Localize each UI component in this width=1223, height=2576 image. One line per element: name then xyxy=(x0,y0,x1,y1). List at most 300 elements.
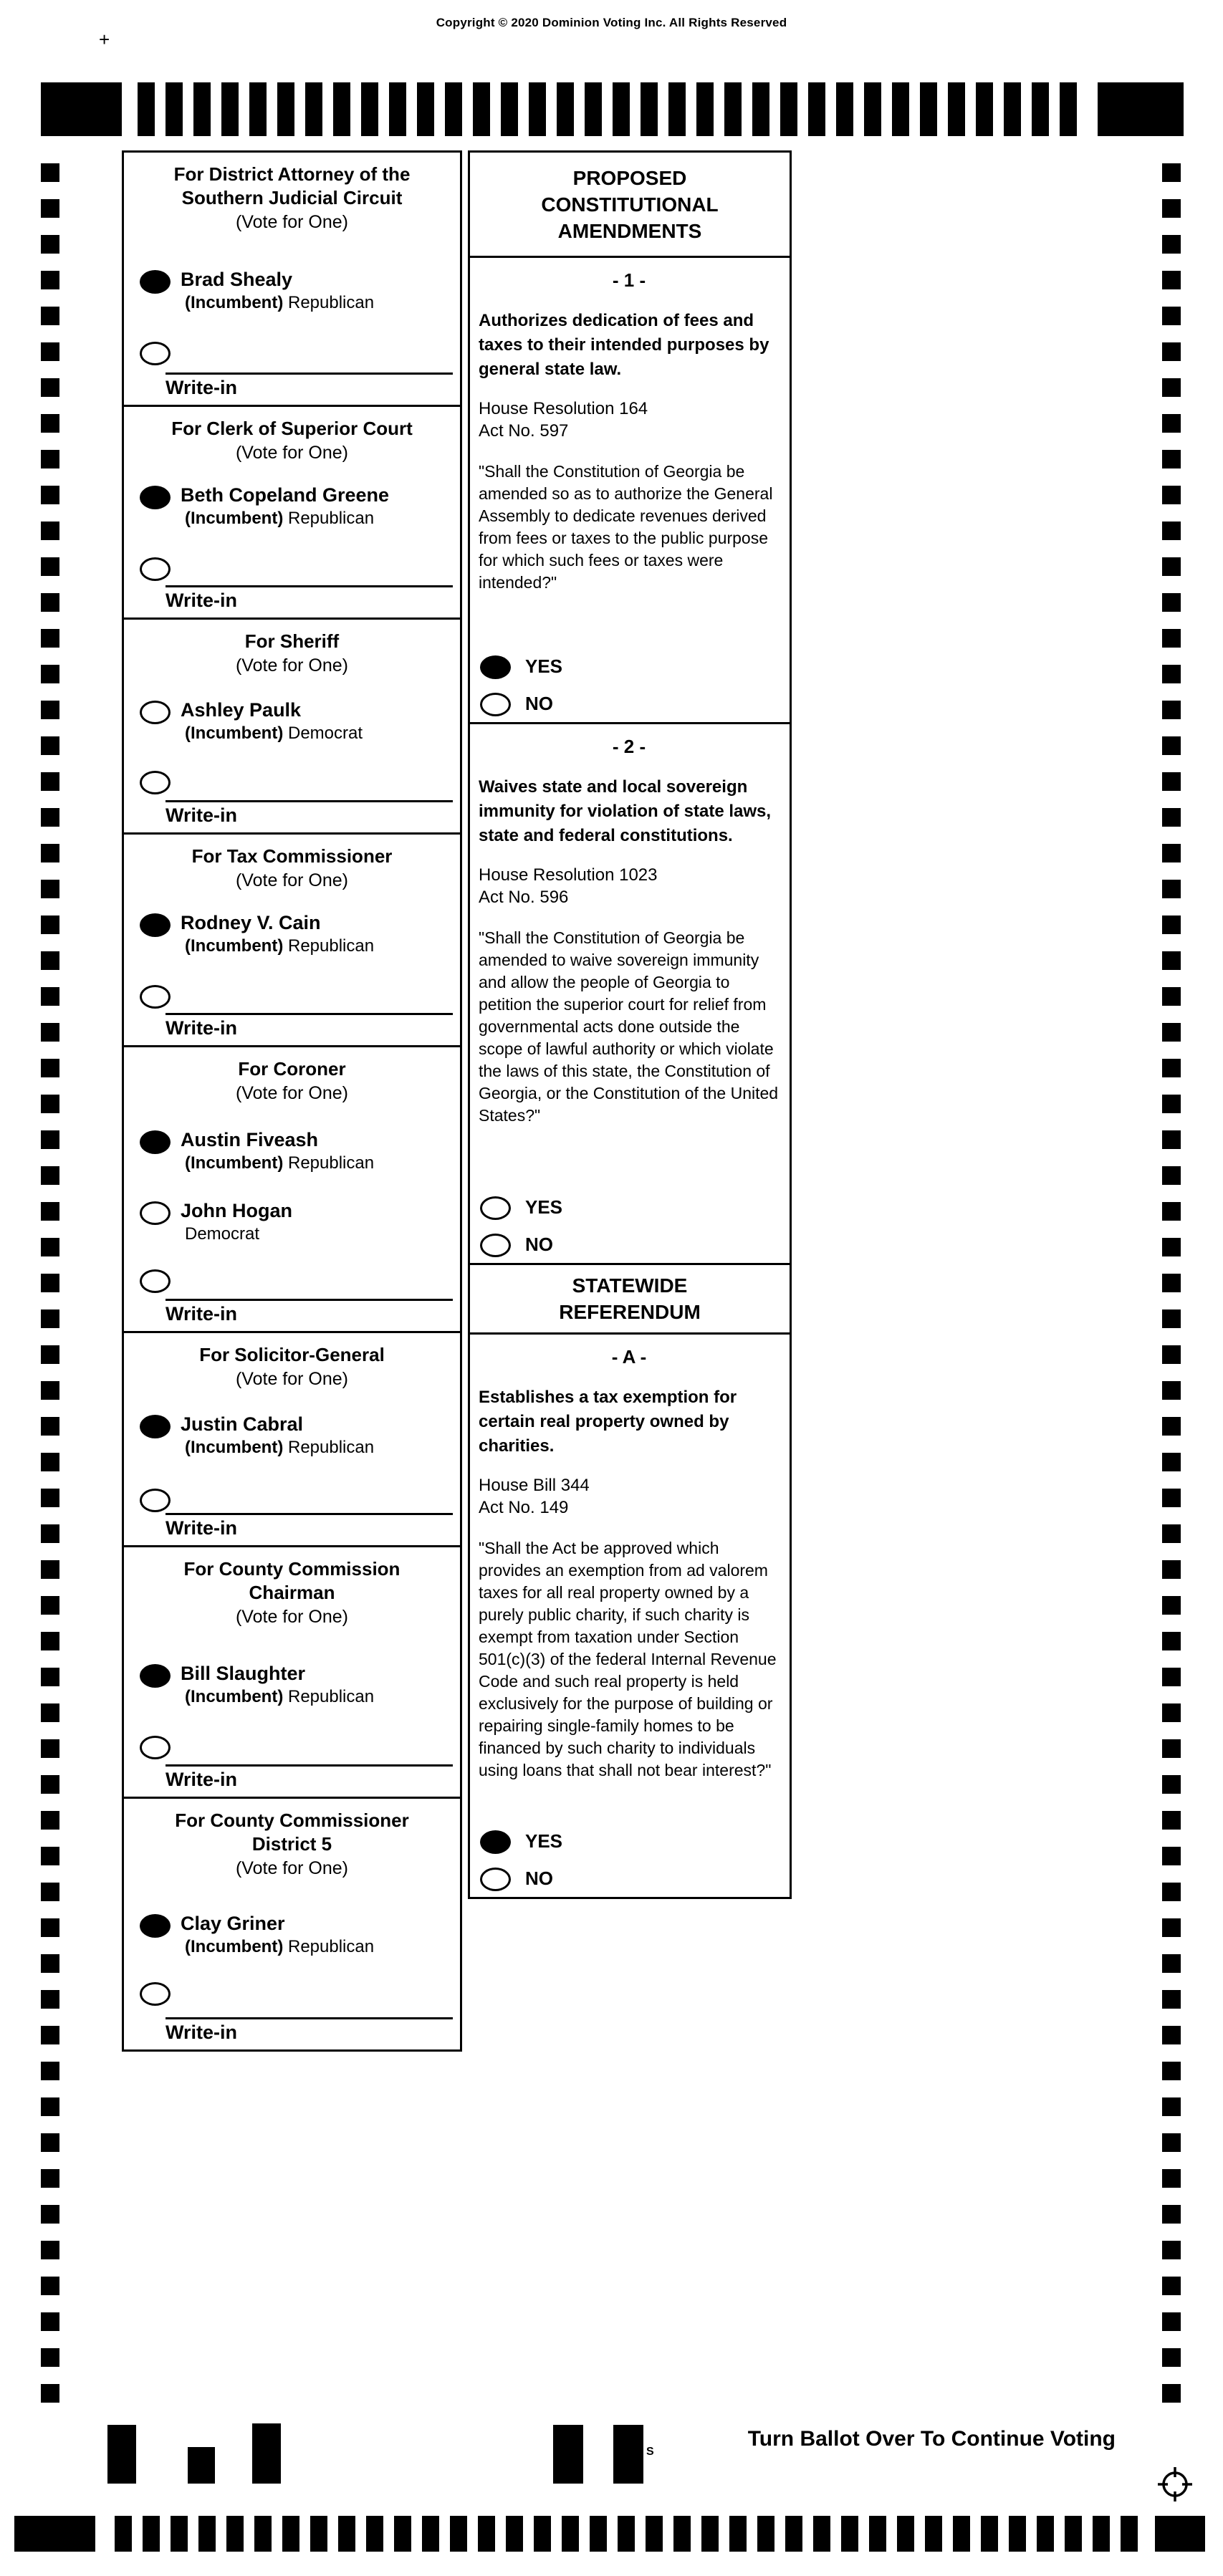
timing-mark-right xyxy=(1162,1274,1181,1292)
measure-summary: Authorizes dedication of fees and taxes to their intended purposes by general state law. xyxy=(479,311,769,379)
timing-mark-right xyxy=(1162,915,1181,934)
contest-title xyxy=(124,835,460,868)
write-in-oval[interactable] xyxy=(140,557,171,581)
candidate-info xyxy=(181,1199,292,1245)
measure-choices xyxy=(480,653,562,716)
timing-mark-right xyxy=(1162,1345,1181,1364)
timing-mark-right xyxy=(1162,1918,1181,1937)
vote-for-instruction: (Vote for One) xyxy=(235,1858,349,1878)
ballot-oval-filled[interactable] xyxy=(140,270,171,294)
contest-title-line: Chairman xyxy=(249,1582,335,1603)
timing-mark-left xyxy=(41,1918,59,1937)
timing-mark-top xyxy=(613,82,630,136)
contest-district-attorney-of-the-southern-judicial-circuit xyxy=(124,153,460,407)
timing-mark-left xyxy=(41,163,59,182)
timing-mark-right xyxy=(1162,1632,1181,1650)
timing-mark-left xyxy=(41,1524,59,1543)
timing-mark-top xyxy=(417,82,434,136)
ballot-oval-filled[interactable] xyxy=(140,1130,171,1154)
timing-mark-left xyxy=(41,772,59,791)
timing-mark-right xyxy=(1162,522,1181,540)
timing-mark-right xyxy=(1162,1023,1181,1042)
timing-mark-top xyxy=(724,82,742,136)
timing-mark-right xyxy=(1162,2277,1181,2295)
timing-mark-right xyxy=(1162,2026,1181,2044)
contest-title-line: For County Commission xyxy=(183,1558,401,1580)
choice-row-no xyxy=(480,1231,562,1257)
candidate-row xyxy=(140,1912,453,1958)
candidate-row xyxy=(140,1662,453,1708)
write-in-area[interactable] xyxy=(166,1513,453,1541)
timing-mark-bottom xyxy=(981,2516,998,2552)
party-label: Republican xyxy=(288,509,375,528)
party-label: Republican xyxy=(288,1153,375,1173)
timing-mark-left xyxy=(41,271,59,289)
candidate-row xyxy=(140,1413,453,1458)
timing-mark-right xyxy=(1162,1524,1181,1543)
measures-column xyxy=(468,150,792,1899)
timing-mark-top xyxy=(1004,82,1021,136)
candidate-info xyxy=(181,1413,374,1458)
barcode-bar xyxy=(613,2425,643,2484)
timing-mark-bottom xyxy=(338,2516,355,2552)
timing-mark-left xyxy=(41,915,59,934)
turn-ballot-over-text: Turn Ballot Over To Continue Voting xyxy=(747,2427,1116,2451)
timing-mark-left xyxy=(41,307,59,325)
contest-title-line: For Coroner xyxy=(238,1058,346,1080)
timing-mark-left xyxy=(41,1668,59,1686)
measure-references xyxy=(479,1474,780,1519)
timing-mark-left xyxy=(41,2062,59,2080)
timing-mark-corner xyxy=(14,2516,95,2552)
timing-mark-left xyxy=(41,1309,59,1328)
candidate-party xyxy=(181,722,363,744)
timing-mark-right xyxy=(1162,307,1181,325)
contest-title xyxy=(124,1333,460,1367)
reference-line: House Resolution 1023 xyxy=(479,865,658,885)
measure-number: - A - xyxy=(611,1346,647,1368)
barcode-character: S xyxy=(646,2446,654,2458)
contest-title-line: For County Commissioner xyxy=(175,1810,409,1831)
contest-sheriff xyxy=(124,620,460,835)
timing-mark-bottom xyxy=(394,2516,411,2552)
timing-mark-right xyxy=(1162,486,1181,504)
choice-row-yes xyxy=(480,1194,562,1220)
timing-mark-right xyxy=(1162,2205,1181,2224)
timing-mark-top xyxy=(333,82,350,136)
write-in-area[interactable] xyxy=(166,1764,453,1792)
vote-for-instruction: (Vote for One) xyxy=(235,655,349,676)
timing-mark-left xyxy=(41,2026,59,2044)
contest-title xyxy=(124,407,460,441)
timing-mark-corner xyxy=(41,82,122,136)
column-header-text: PROPOSED CONSTITUTIONAL AMENDMENTS xyxy=(541,166,719,242)
timing-mark-right xyxy=(1162,378,1181,397)
choice-label: YES xyxy=(525,1196,563,1218)
measure-number: - 2 - xyxy=(612,736,646,757)
incumbent-label: (Incumbent) xyxy=(185,1687,284,1706)
timing-mark-right xyxy=(1162,1417,1181,1436)
timing-mark-corner xyxy=(1155,2516,1205,2552)
timing-mark-top xyxy=(305,82,322,136)
candidate-info xyxy=(181,698,363,744)
timing-mark-right xyxy=(1162,1811,1181,1830)
measure-2 xyxy=(470,724,790,1265)
measure-choices xyxy=(480,1828,562,1891)
timing-mark-top xyxy=(780,82,797,136)
timing-mark-top xyxy=(138,82,155,136)
candidate-name: Bill Slaughter xyxy=(181,1663,306,1684)
measure-references xyxy=(479,864,780,908)
timing-mark-right xyxy=(1162,1166,1181,1185)
choice-oval[interactable] xyxy=(480,1868,511,1891)
contest-title-line: Southern Judicial Circuit xyxy=(181,187,403,208)
party-label: Republican xyxy=(288,936,375,956)
timing-mark-right xyxy=(1162,271,1181,289)
timing-mark-left xyxy=(41,2277,59,2295)
timing-mark-top xyxy=(836,82,853,136)
write-in-oval-row xyxy=(140,983,453,1009)
write-in-area[interactable] xyxy=(166,1013,453,1041)
write-in-area[interactable] xyxy=(166,373,453,400)
ballot-oval[interactable] xyxy=(140,701,171,724)
candidate-name: Clay Griner xyxy=(181,1913,285,1934)
barcode-bar xyxy=(107,2425,136,2484)
timing-mark-left xyxy=(41,414,59,433)
incumbent-label: (Incumbent) xyxy=(185,724,284,743)
write-in-area[interactable] xyxy=(166,585,453,613)
write-in-oval-row xyxy=(140,1486,453,1512)
timing-mark-bottom xyxy=(897,2516,914,2552)
reference-line: House Resolution 164 xyxy=(479,399,648,418)
timing-mark-bottom xyxy=(841,2516,858,2552)
timing-mark-bottom xyxy=(478,2516,495,2552)
contest-title-line: District 5 xyxy=(251,1833,332,1855)
timing-mark-bottom xyxy=(1009,2516,1026,2552)
timing-mark-right xyxy=(1162,951,1181,970)
timing-mark-right xyxy=(1162,1059,1181,1077)
contests-column xyxy=(122,150,462,2052)
timing-mark-bottom xyxy=(198,2516,216,2552)
timing-mark-left xyxy=(41,1811,59,1830)
choice-oval[interactable] xyxy=(480,1196,511,1220)
ballot-oval-filled[interactable] xyxy=(140,913,171,937)
timing-mark-right xyxy=(1162,1668,1181,1686)
candidate-party xyxy=(181,1936,374,1958)
candidate-row xyxy=(140,698,453,744)
candidate-info xyxy=(181,1912,374,1958)
timing-mark-left xyxy=(41,1954,59,1973)
timing-mark-left xyxy=(41,1345,59,1364)
timing-mark-right xyxy=(1162,1095,1181,1113)
timing-mark-right xyxy=(1162,1596,1181,1615)
contest-title-line: For District Attorney of the xyxy=(173,163,411,185)
timing-mark-left xyxy=(41,593,59,612)
timing-mark-bottom xyxy=(701,2516,719,2552)
timing-mark-right xyxy=(1162,2133,1181,2152)
timing-mark-right xyxy=(1162,2384,1181,2403)
timing-mark-bottom xyxy=(813,2516,830,2552)
timing-mark-right xyxy=(1162,593,1181,612)
timing-mark-left xyxy=(41,342,59,361)
timing-mark-right xyxy=(1162,163,1181,182)
contest-title xyxy=(124,1799,460,1856)
timing-mark-top xyxy=(668,82,686,136)
candidate-info xyxy=(181,484,389,529)
timing-mark-right xyxy=(1162,2312,1181,2331)
timing-mark-top xyxy=(696,82,714,136)
timing-mark-bottom xyxy=(310,2516,327,2552)
write-in-area[interactable] xyxy=(166,2017,453,2045)
write-in-oval[interactable] xyxy=(140,342,171,365)
timing-mark-top xyxy=(277,82,294,136)
timing-mark-left xyxy=(41,1059,59,1077)
ballot-oval-filled[interactable] xyxy=(140,1914,171,1938)
timing-mark-left xyxy=(41,2133,59,2152)
timing-mark-right xyxy=(1162,1130,1181,1149)
timing-mark-right xyxy=(1162,1560,1181,1579)
measure-number: - 1 - xyxy=(612,269,646,291)
candidate-party xyxy=(181,292,374,314)
timing-mark-bottom xyxy=(226,2516,244,2552)
choice-oval[interactable] xyxy=(480,693,511,716)
vote-for-instruction: (Vote for One) xyxy=(235,212,349,232)
write-in-label: Write-in xyxy=(166,1769,237,1790)
timing-mark-right xyxy=(1162,235,1181,254)
timing-mark-top xyxy=(445,82,462,136)
timing-mark-top xyxy=(249,82,267,136)
write-in-oval-row xyxy=(140,1734,453,1759)
timing-mark-bottom xyxy=(534,2516,551,2552)
barcode-bar xyxy=(553,2425,583,2484)
timing-mark-top xyxy=(808,82,825,136)
timing-mark-left xyxy=(41,1739,59,1758)
timing-mark-bottom xyxy=(673,2516,691,2552)
timing-mark-left xyxy=(41,2205,59,2224)
timing-mark-left xyxy=(41,1023,59,1042)
timing-mark-bottom xyxy=(785,2516,802,2552)
timing-mark-right xyxy=(1162,199,1181,218)
incumbent-label: (Incumbent) xyxy=(185,509,284,528)
timing-mark-right xyxy=(1162,629,1181,648)
timing-mark-top xyxy=(920,82,937,136)
timing-mark-top xyxy=(501,82,518,136)
choice-label: YES xyxy=(525,1830,563,1852)
choice-label: NO xyxy=(525,692,553,714)
timing-mark-right xyxy=(1162,2169,1181,2188)
timing-mark-left xyxy=(41,199,59,218)
timing-mark-left xyxy=(41,1883,59,1901)
contest-title xyxy=(124,153,460,210)
timing-mark-bottom xyxy=(1065,2516,1082,2552)
timing-mark-bottom xyxy=(506,2516,523,2552)
timing-mark-left xyxy=(41,2169,59,2188)
candidate-party xyxy=(181,1436,374,1458)
timing-mark-left xyxy=(41,1596,59,1615)
write-in-oval[interactable] xyxy=(140,1982,171,2006)
choice-oval[interactable] xyxy=(480,1234,511,1257)
contest-title-line: For Solicitor-General xyxy=(199,1344,385,1365)
timing-mark-top xyxy=(864,82,881,136)
write-in-label: Write-in xyxy=(166,377,237,398)
timing-mark-left xyxy=(41,701,59,719)
candidate-party xyxy=(181,935,374,957)
write-in-area[interactable] xyxy=(166,1299,453,1327)
timing-mark-right xyxy=(1162,665,1181,683)
timing-mark-top xyxy=(1060,82,1077,136)
timing-mark-right xyxy=(1162,808,1181,827)
choice-row-yes xyxy=(480,653,562,679)
timing-mark-bottom xyxy=(422,2516,439,2552)
timing-mark-top xyxy=(361,82,378,136)
timing-mark-left xyxy=(41,1166,59,1185)
choice-oval-filled[interactable] xyxy=(480,655,511,679)
timing-mark-bottom xyxy=(1093,2516,1110,2552)
timing-mark-bottom xyxy=(618,2516,635,2552)
column-header-statewide-referendum xyxy=(470,1265,790,1335)
timing-mark-left xyxy=(41,378,59,397)
candidate-info xyxy=(181,1662,374,1708)
candidate-name: John Hogan xyxy=(181,1200,292,1221)
contest-title-line: For Clerk of Superior Court xyxy=(171,418,413,439)
timing-mark-left xyxy=(41,1130,59,1149)
timing-mark-bottom xyxy=(757,2516,774,2552)
timing-mark-right xyxy=(1162,1309,1181,1328)
timing-mark-right xyxy=(1162,1739,1181,1758)
contest-title xyxy=(124,1547,460,1605)
party-label: Republican xyxy=(288,1687,375,1706)
timing-mark-top xyxy=(948,82,965,136)
timing-mark-right xyxy=(1162,1775,1181,1794)
timing-mark-left xyxy=(41,736,59,755)
party-label: Democrat xyxy=(288,724,363,743)
write-in-area[interactable] xyxy=(166,800,453,828)
contest-coroner xyxy=(124,1047,460,1333)
candidate-name: Brad Shealy xyxy=(181,269,293,290)
write-in-oval[interactable] xyxy=(140,1736,171,1759)
write-in-oval-row xyxy=(140,1267,453,1293)
write-in-label: Write-in xyxy=(166,1017,237,1039)
timing-mark-right xyxy=(1162,2241,1181,2259)
write-in-oval[interactable] xyxy=(140,771,171,794)
timing-mark-right xyxy=(1162,2097,1181,2116)
reference-line: Act No. 597 xyxy=(479,421,569,441)
write-in-label: Write-in xyxy=(166,2022,237,2043)
party-label: Republican xyxy=(288,1937,375,1956)
measure-choices xyxy=(480,1194,562,1257)
vote-for-instruction: (Vote for One) xyxy=(235,1607,349,1627)
timing-mark-left xyxy=(41,1703,59,1722)
write-in-oval-row xyxy=(140,769,453,794)
timing-mark-left xyxy=(41,1381,59,1400)
timing-mark-left xyxy=(41,2097,59,2116)
timing-mark-bottom xyxy=(646,2516,663,2552)
timing-mark-right xyxy=(1162,987,1181,1006)
candidate-row xyxy=(140,268,453,314)
candidate-party xyxy=(181,1686,374,1708)
timing-mark-right xyxy=(1162,1703,1181,1722)
timing-mark-left xyxy=(41,2312,59,2331)
timing-mark-bottom xyxy=(366,2516,383,2552)
timing-mark-left xyxy=(41,1775,59,1794)
barcode-bar xyxy=(188,2447,215,2484)
timing-mark-bottom xyxy=(1121,2516,1138,2552)
write-in-oval[interactable] xyxy=(140,1269,171,1293)
timing-mark-bottom xyxy=(562,2516,579,2552)
timing-mark-right xyxy=(1162,880,1181,898)
timing-mark-left xyxy=(41,2384,59,2403)
candidate-info xyxy=(181,911,374,957)
barcode-bar xyxy=(252,2423,281,2484)
measure-question: "Shall the Constitution of Georgia be amended so as to authorize the General Assembly to dedicate revenues derived from fees or taxes to the public purpose for which such fees or taxes were intended?" xyxy=(479,462,773,592)
timing-mark-left xyxy=(41,844,59,862)
timing-mark-right xyxy=(1162,1954,1181,1973)
copyright-text: Copyright © 2020 Dominion Voting Inc. All Rights Reserved xyxy=(436,16,787,29)
choice-row-no xyxy=(480,1865,562,1891)
registration-crosshair-icon xyxy=(1155,2464,1195,2508)
timing-mark-left xyxy=(41,2348,59,2367)
write-in-oval[interactable] xyxy=(140,985,171,1009)
timing-mark-bottom xyxy=(171,2516,188,2552)
choice-label: YES xyxy=(525,655,563,677)
timing-mark-left xyxy=(41,629,59,648)
candidate-row xyxy=(140,484,453,529)
timing-mark-bottom xyxy=(1037,2516,1054,2552)
column-header-proposed-constitutional-amendments xyxy=(470,153,790,258)
choice-oval-filled[interactable] xyxy=(480,1830,511,1854)
measure-summary: Establishes a tax exemption for certain real property owned by charities. xyxy=(479,1388,737,1456)
incumbent-label: (Incumbent) xyxy=(185,293,284,312)
timing-mark-top xyxy=(1032,82,1049,136)
candidate-name: Rodney V. Cain xyxy=(181,912,321,933)
measure-references xyxy=(479,398,780,442)
contest-county-commissioner-district-5 xyxy=(124,1799,460,2049)
timing-mark-left xyxy=(41,987,59,1006)
contest-title-line: For Sheriff xyxy=(244,630,340,652)
choice-label: NO xyxy=(525,1867,553,1889)
measure-question: "Shall the Constitution of Georgia be amended to waive sovereign immunity and allow the people of Georgia to petition the superior court for relief from governmental acts done outside the scope of lawful authority or which violate the laws of this state, the Constitution of Georgia, or the Constitution of the United States?" xyxy=(479,928,779,1125)
timing-mark-right xyxy=(1162,2348,1181,2367)
timing-mark-bottom xyxy=(282,2516,299,2552)
choice-label: NO xyxy=(525,1233,553,1255)
timing-mark-bottom xyxy=(254,2516,272,2552)
ballot-oval-filled[interactable] xyxy=(140,1415,171,1438)
candidate-name: Beth Copeland Greene xyxy=(181,484,390,506)
timing-mark-left xyxy=(41,665,59,683)
candidate-party xyxy=(181,1152,374,1174)
reference-line: House Bill 344 xyxy=(479,1476,590,1495)
timing-mark-right xyxy=(1162,1847,1181,1865)
timing-mark-left xyxy=(41,486,59,504)
ballot-oval-filled[interactable] xyxy=(140,486,171,509)
write-in-oval-row xyxy=(140,340,453,365)
timing-mark-right xyxy=(1162,414,1181,433)
write-in-oval[interactable] xyxy=(140,1489,171,1512)
timing-mark-left xyxy=(41,450,59,468)
timing-mark-top xyxy=(585,82,602,136)
contest-title-line: For Tax Commissioner xyxy=(191,845,393,867)
timing-mark-top xyxy=(892,82,909,136)
vote-for-instruction: (Vote for One) xyxy=(235,443,349,463)
choice-row-no xyxy=(480,691,562,716)
ballot-oval-filled[interactable] xyxy=(140,1664,171,1688)
timing-mark-right xyxy=(1162,1453,1181,1471)
timing-mark-left xyxy=(41,1453,59,1471)
candidate-info xyxy=(181,268,374,314)
timing-mark-bottom xyxy=(143,2516,160,2552)
ballot-oval[interactable] xyxy=(140,1201,171,1225)
timing-mark-corner xyxy=(1098,82,1184,136)
